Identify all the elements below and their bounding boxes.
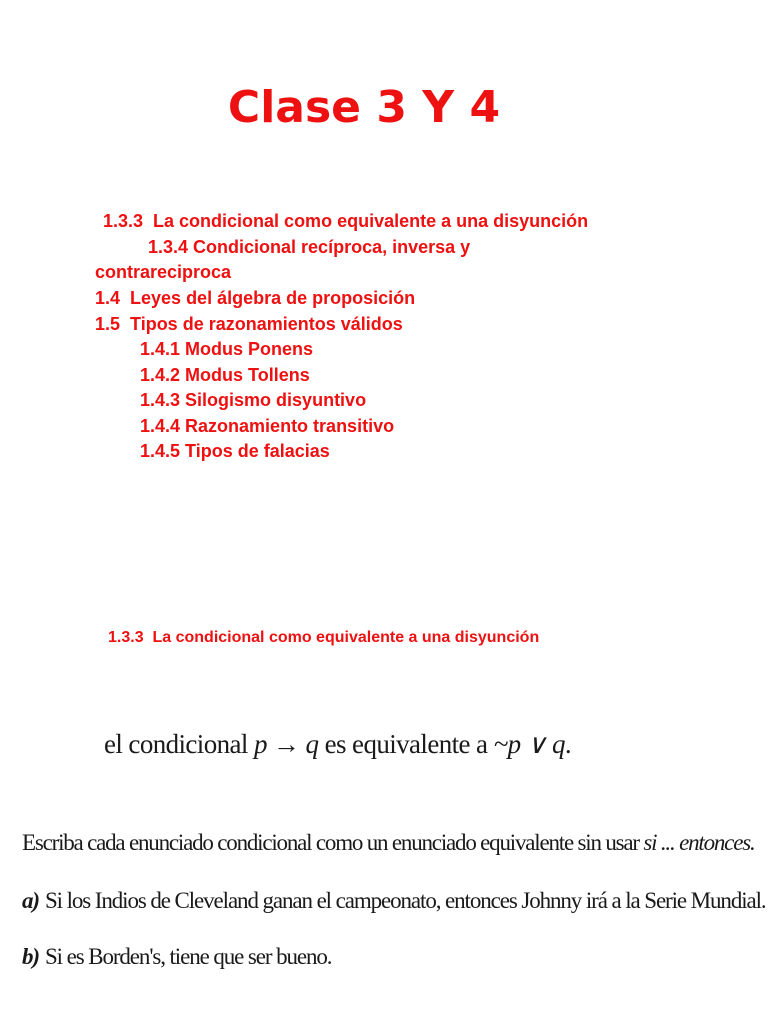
toc-item: 1.4.3 Silogismo disyuntivo	[95, 390, 367, 410]
item-marker: b)	[22, 944, 39, 969]
conditional-formula: p → q	[253, 729, 319, 759]
toc-item: 1.4.5 Tipos de falacias	[95, 441, 330, 461]
exercise-instruction	[22, 828, 755, 858]
disjunction-formula: ~p ∨ q	[493, 729, 565, 759]
instruction-text: Escriba cada enunciado condicional como un enunciado equivalente sin usar	[22, 830, 644, 855]
toc-item: 1.4.2 Modus Tollens	[95, 365, 310, 385]
toc-item: 1.3.3 La condicional como equivalente a una disyunción	[98, 211, 589, 231]
slide-title: Clase 3 Y 4	[227, 82, 501, 133]
equivalence-prefix: el condicional	[104, 729, 254, 759]
toc-item: 1.5 Tipos de razonamientos válidos	[95, 314, 403, 334]
toc-item: 1.4.4 Razonamiento transitivo	[95, 416, 395, 436]
equivalence-statement	[104, 726, 571, 762]
item-marker: a)	[22, 888, 39, 913]
exercise-item-b	[22, 942, 331, 972]
toc-item: 1.4 Leyes del álgebra de proposición	[95, 288, 416, 308]
equivalence-end: .	[564, 729, 572, 759]
instruction-italic: si ... entonces.	[643, 830, 755, 855]
item-text: Si los Indios de Cleveland ganan el campeonato, entonces Johnny irá a la Serie Mundial.	[44, 888, 766, 913]
equivalence-middle: es equivalente a	[318, 729, 494, 759]
toc-item: 1.4.1 Modus Ponens	[95, 339, 314, 359]
exercise-item-a	[22, 886, 766, 916]
section-heading: 1.3.3 La condicional como equivalente a una disyunción	[108, 629, 540, 646]
toc-item: contrareciproca	[95, 262, 232, 282]
item-text: Si es Borden's, tiene que ser bueno.	[44, 944, 332, 969]
toc-item: 1.3.4 Condicional recíproca, inversa y	[98, 237, 471, 257]
